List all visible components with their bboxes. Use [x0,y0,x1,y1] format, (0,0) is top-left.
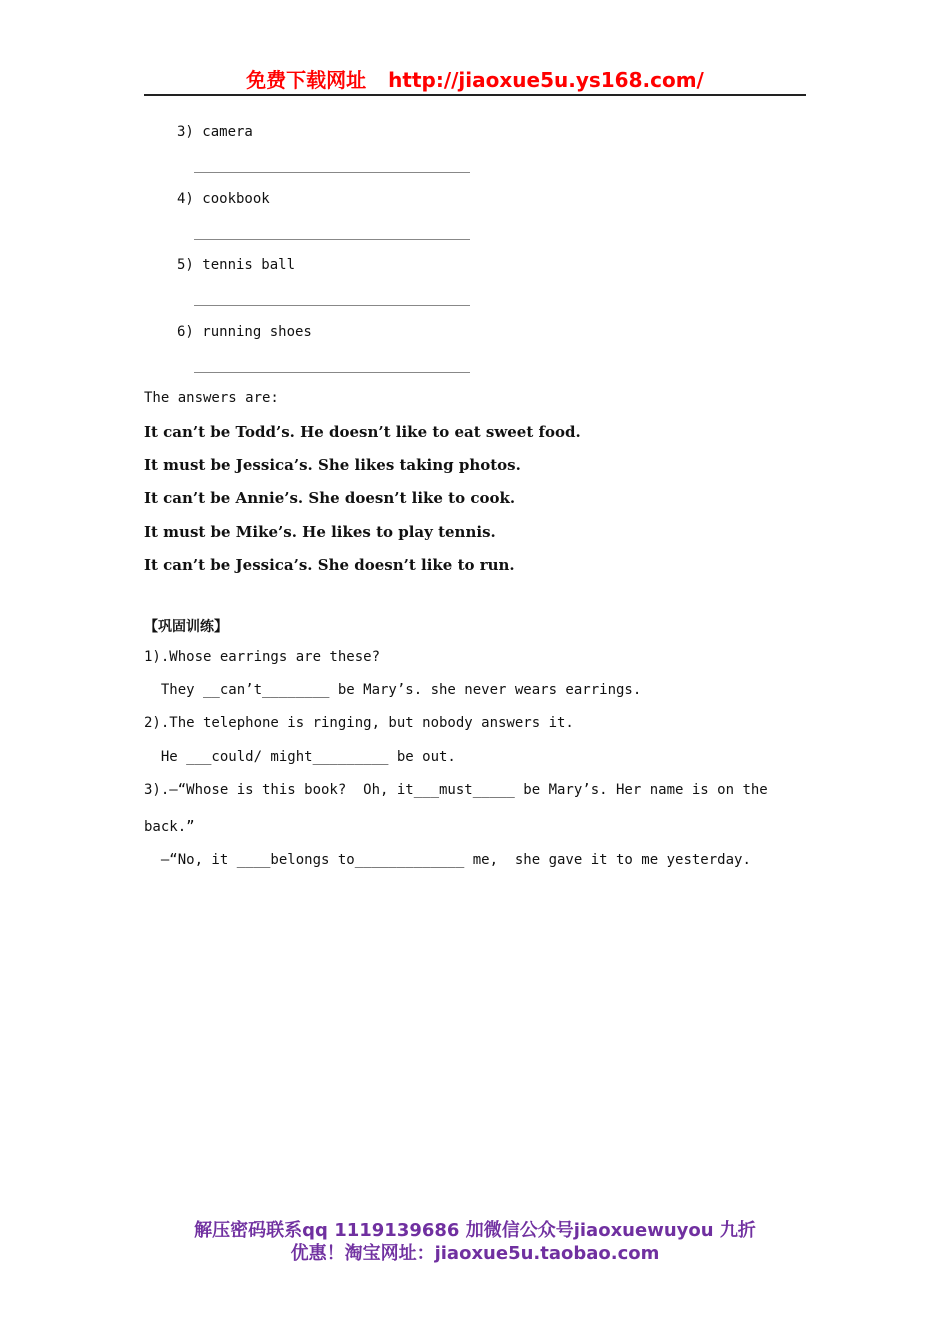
practice-question-3-cont: back.” [144,819,195,835]
item-camera: 3) camera [177,124,253,140]
footer-line-2: 优惠！淘宝网址：jiaoxue5u.taobao.com [290,1243,660,1264]
practice-answer-1: They __can’t________ be Mary’s. she never wears earrings. [144,682,642,698]
practice-question-3: 3).—“Whose is this book? Oh, it___must_____ be Mary’s. Her name is on the [144,782,768,798]
answers-intro: The answers are: [144,390,279,406]
header-url[interactable]: http://jiaoxue5u.ys168.com/ [388,68,704,92]
header-label: 免费下载网址 [246,68,367,92]
answer-line: It can’t be Jessica’s. She doesn’t like to run. [144,556,515,574]
footer-line-1: 解压密码联系qq 1119139686 加微信公众号jiaoxuewuyou 九折 [194,1220,756,1241]
practice-answer-3: —“No, it ____belongs to_____________ me, she gave it to me yesterday. [144,852,751,868]
item-cookbook: 4) cookbook [177,191,270,207]
item-tennis-ball: 5) tennis ball [177,257,296,273]
answer-blank-4 [194,239,470,240]
answer-line: It can’t be Todd’s. He doesn’t like to eat sweet food. [144,423,581,441]
answer-blank-6 [194,372,470,373]
answer-line: It must be Mike’s. He likes to play tennis. [144,523,496,541]
answer-blank-3 [194,172,470,173]
practice-title: 【巩固训练】 [144,619,228,635]
practice-answer-2: He ___could/ might_________ be out. [144,749,456,765]
item-running-shoes: 6) running shoes [177,324,312,340]
answer-line: It can’t be Annie’s. She doesn’t like to cook. [144,489,516,507]
practice-question-1: 1).Whose earrings are these? [144,649,381,665]
page-header [144,66,806,96]
answer-line: It must be Jessica’s. She likes taking photos. [144,456,521,474]
practice-question-2: 2).The telephone is ringing, but nobody answers it. [144,715,574,731]
answer-blank-5 [194,305,470,306]
